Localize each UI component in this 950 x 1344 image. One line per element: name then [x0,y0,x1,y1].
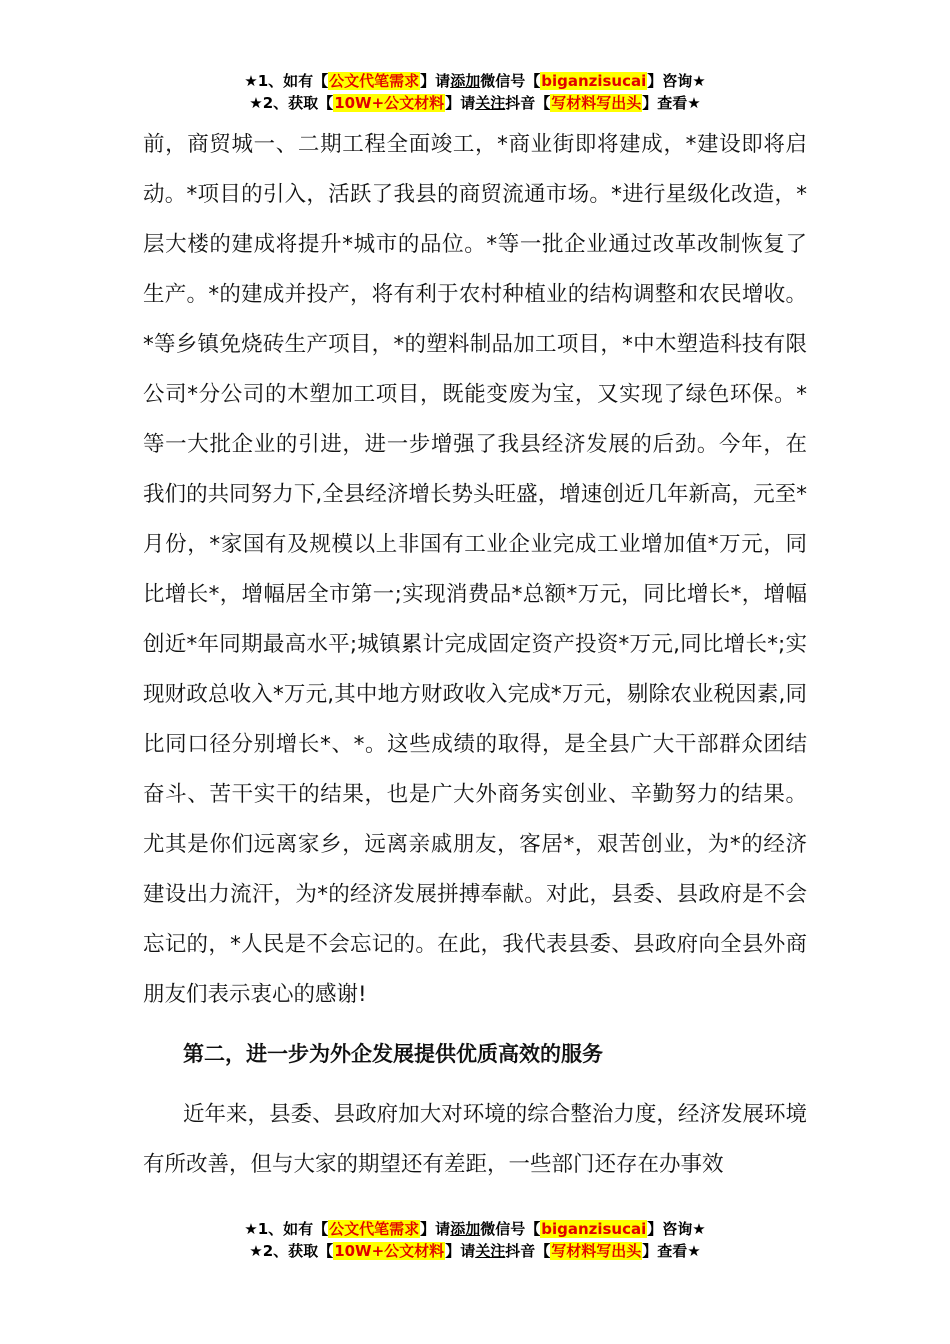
underlined-text: 添加 [450,1220,481,1238]
banner-text: ★2、获取【 [249,94,334,112]
banner-line-1 [0,70,950,92]
banner-text: ★2、获取【 [249,1242,334,1260]
douyin-account-label: 写材料写出头 [551,94,642,112]
underlined-text: 关注 [475,94,506,112]
highlight-label: 公文代笔需求 [329,1220,420,1238]
highlight-label: 10W+公文材料 [334,94,445,112]
highlight-label: 10W+公文材料 [334,1242,445,1260]
banner-text: ★1、如有【 [244,1220,329,1238]
banner-line-1 [0,1218,950,1240]
banner-text: 】请 [445,94,476,112]
header-banner [0,70,950,114]
wechat-id-label: biganzisucai [541,1220,647,1238]
banner-text: 抖音【 [505,94,551,112]
banner-text: 】咨询★ [647,1220,706,1238]
underlined-text: 关注 [475,1242,506,1260]
highlight-label: 公文代笔需求 [329,72,420,90]
banner-text: 抖音【 [505,1242,551,1260]
wechat-id-label: biganzisucai [541,72,647,90]
banner-text: 】查看★ [642,94,701,112]
banner-text: 微信号【 [480,1220,541,1238]
section-heading: 第二，进一步为外企发展提供优质高效的服务 [183,1042,603,1066]
banner-text: 】请 [445,1242,476,1260]
underlined-text: 添加 [450,72,481,90]
douyin-account-label: 写材料写出头 [551,1242,642,1260]
banner-text: 】咨询★ [647,72,706,90]
body-paragraph: 前，商贸城一、二期工程全面竣工，*商业街即将建成，*建设即将启动。*项目的引入，活跃了我县的商贸流通市场。*进行星级化改造，*层大楼的建成将提升*城市的品位。*等一批企业通过改革改制恢复了生产。*的建成并投产，将有利于农村种植业的结构调整和农民增收。*等乡镇免烧砖生产项目，*的塑料制品加工项目，*中木塑造科技有限公司*分公司的木塑加工项目，既能变废为宝，又实现了绿色环保。*等一大批企业的引进，进一步增强了我县经济发展的后劲。今年，在我们的共同努力下,全县经济增长势头旺盛，增速创近几年新高，元至*月份，*家国有及规模以上非国有工业企业完成工业增加值*万元，同比增长*，增幅居全市第一;实现消费品*总额*万元，同比增长*，增幅创近*年同期最高水平;城镇累计完成固定资产投资*万元,同比增长*;实现财政总收入*万元,其中地方财政收入完成*万元，剔除农业税因素,同比同口径分别增长*、*。这些成绩的取得，是全县广大干部群众团结奋斗、苦干实干的结果，也是广大外商务实创业、辛勤努力的结果。尤其是你们远离家乡，远离亲戚朋友，客居*，艰苦创业，为*的经济建设出力流汗，为*的经济发展拼搏奉献。对此，县委、县政府是不会忘记的，*人民是不会忘记的。在此，我代表县委、县政府向全县外商朋友们表示衷心的感谢! [143,132,807,1007]
banner-text: 】请 [420,1220,451,1238]
banner-text: 】查看★ [642,1242,701,1260]
banner-text: ★1、如有【 [244,72,329,90]
banner-text: 】请 [420,72,451,90]
banner-line-2 [0,92,950,114]
body-paragraph: 近年来，县委、县政府加大对环境的综合整治力度，经济发展环境有所改善，但与大家的期望还有差距，一些部门还存在办事效 [143,1102,807,1177]
banner-text: 微信号【 [480,72,541,90]
banner-line-2 [0,1240,950,1262]
footer-banner [0,1218,950,1262]
